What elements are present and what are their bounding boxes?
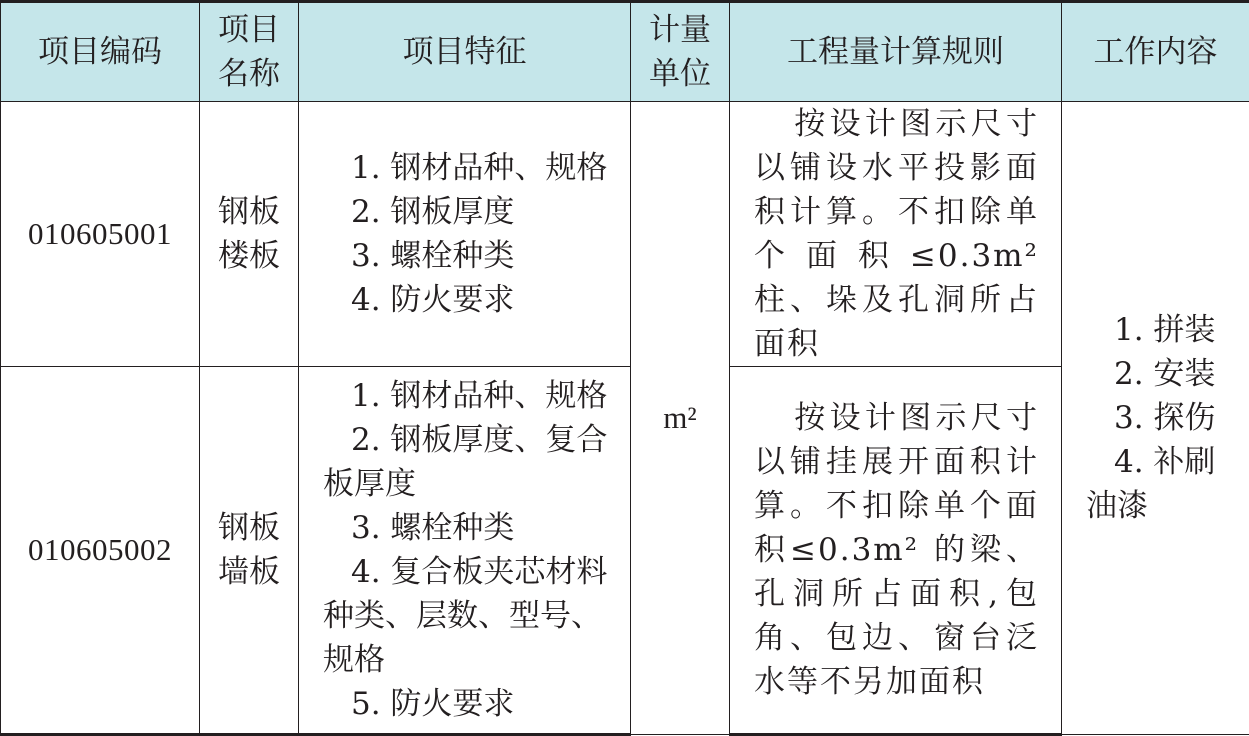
header-row	[1, 2, 1249, 102]
header-unit-line: 计量	[631, 8, 729, 52]
feature-item: 5. 防火要求	[323, 682, 616, 726]
header-features: 项目特征	[299, 2, 631, 102]
work-content	[1062, 102, 1249, 735]
item-name-line: 楼板	[200, 234, 298, 278]
header-name-line: 名称	[200, 52, 298, 96]
item-name-line: 钢板	[200, 190, 298, 234]
item-rule	[730, 102, 1062, 367]
work-item: 2. 安装	[1086, 352, 1233, 396]
item-name	[200, 102, 299, 367]
item-name-line: 钢板	[200, 506, 298, 550]
header-code: 项目编码	[1, 2, 200, 102]
item-code: 010605001	[1, 102, 200, 367]
header-unit-line: 单位	[631, 52, 729, 96]
header-rule: 工程量计算规则	[730, 2, 1062, 102]
feature-item: 1. 钢材品种、规格	[323, 146, 616, 190]
item-code: 010605002	[1, 367, 200, 735]
header-name-line: 项目	[200, 8, 298, 52]
feature-item: 2. 钢板厚度	[323, 190, 616, 234]
item-rule	[730, 367, 1062, 735]
work-item: 3. 探伤	[1086, 396, 1233, 440]
table-row	[1, 102, 1249, 367]
feature-item: 2. 钢板厚度、复合板厚度	[323, 418, 616, 506]
item-name	[200, 367, 299, 735]
rule-text: 按设计图示尺寸以铺设水平投影面积计算。不扣除单个面积≤0.3m² 柱、垛及孔洞所占面积	[754, 102, 1039, 366]
feature-item: 4. 复合板夹芯材料种类、层数、型号、规格	[323, 550, 616, 682]
item-features	[299, 102, 631, 367]
work-item: 4. 补刷油漆	[1086, 440, 1233, 528]
feature-item: 1. 钢材品种、规格	[323, 374, 616, 418]
item-features	[299, 367, 631, 735]
header-work: 工作内容	[1062, 2, 1249, 102]
work-item: 1. 拼装	[1086, 308, 1233, 352]
rule-text: 按设计图示尺寸以铺挂展开面积计算。不扣除单个面积≤0.3m² 的梁、孔洞所占面积,包角、包边、窗台泛水等不另加面积	[754, 396, 1039, 704]
item-name-line: 墙板	[200, 550, 298, 594]
unit-cell: m²	[631, 102, 730, 735]
header-unit	[631, 2, 730, 102]
feature-item: 4. 防火要求	[323, 278, 616, 322]
header-name	[200, 2, 299, 102]
feature-item: 3. 螺栓种类	[323, 506, 616, 550]
feature-item: 3. 螺栓种类	[323, 234, 616, 278]
